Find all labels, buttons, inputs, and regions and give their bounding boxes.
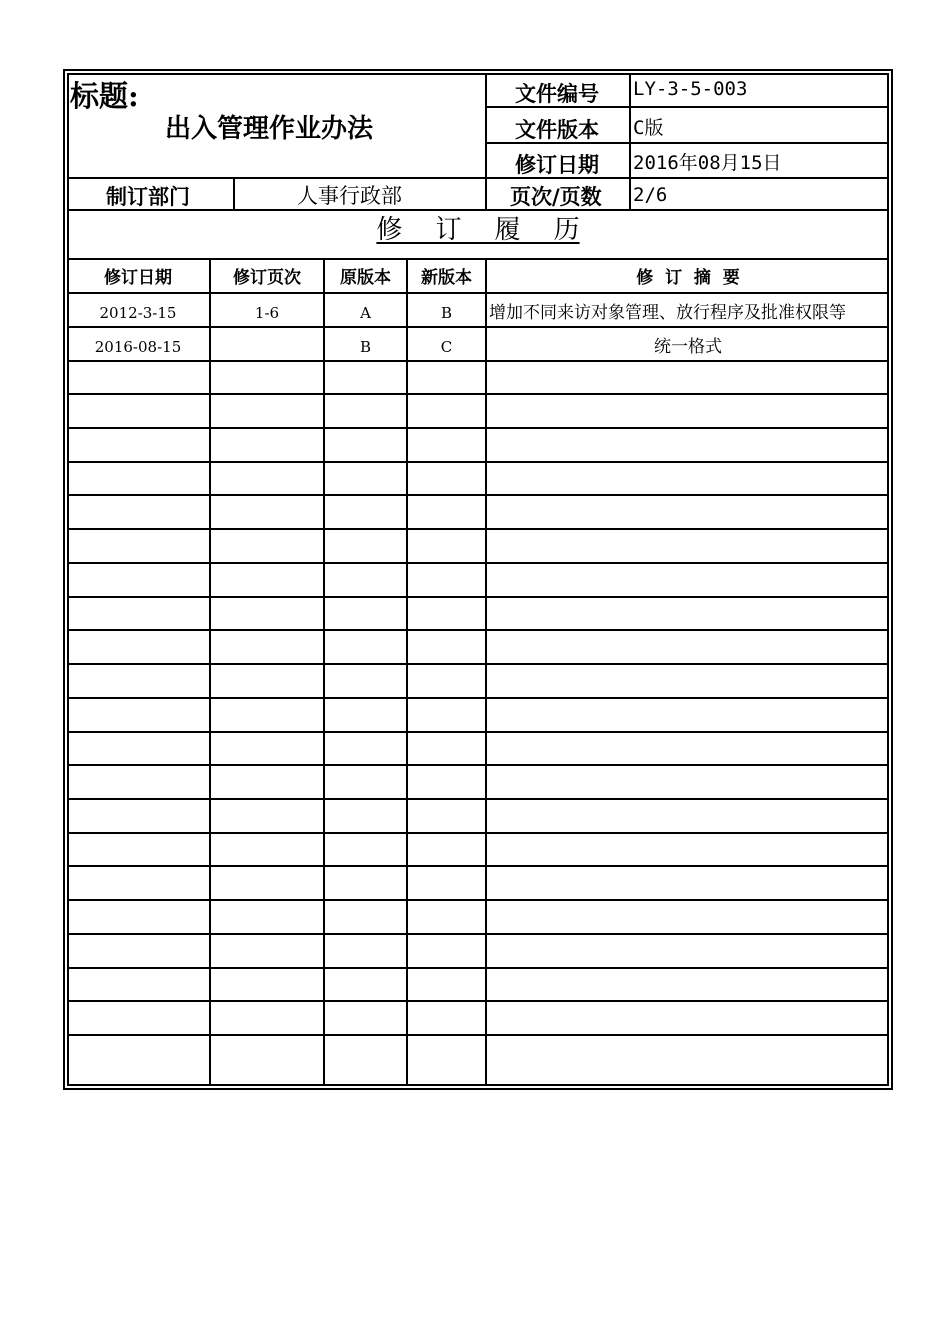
grid-line: [406, 259, 408, 1086]
col-header-pages: 修订页次: [233, 268, 301, 288]
row-2-old-version: B: [359, 338, 372, 356]
row-1-summary: 增加不同来访对象管理、放行程序及批准权限等: [489, 303, 846, 323]
dept-label: 制订部门: [106, 184, 190, 209]
doc-version-label: 文件版本: [515, 117, 599, 142]
table-row-line: [67, 731, 889, 733]
table-row-line: [67, 596, 889, 598]
title-label: 标题:: [70, 79, 139, 113]
table-row-line: [67, 967, 889, 969]
grid-line: [486, 142, 889, 144]
row-2-new-version: C: [440, 338, 453, 356]
page-count-value: 2/6: [633, 184, 668, 206]
table-row-line: [67, 933, 889, 935]
table-row-line: [67, 663, 889, 665]
table-row-line: [67, 360, 889, 362]
table-row-line: [67, 393, 889, 395]
doc-number-label: 文件编号: [515, 81, 599, 106]
grid-line: [485, 73, 487, 211]
grid-line: [209, 259, 211, 1086]
table-row-line: [67, 697, 889, 699]
grid-line: [67, 258, 889, 260]
doc-version-value: C版: [633, 117, 664, 139]
table-row-line: [67, 528, 889, 530]
document-title: 出入管理作业办法: [165, 114, 374, 144]
grid-line: [485, 259, 487, 1086]
table-row-line: [67, 326, 889, 328]
row-2-summary: 统一格式: [654, 337, 722, 357]
col-header-old-version: 原版本: [340, 268, 391, 288]
grid-line: [67, 177, 889, 179]
grid-line: [629, 73, 631, 211]
table-row-line: [67, 832, 889, 834]
table-row-line: [67, 764, 889, 766]
col-header-date: 修订日期: [104, 268, 172, 288]
grid-line: [486, 106, 889, 108]
row-1-new-version: B: [440, 304, 453, 322]
page-count-label: 页次/页数: [510, 184, 602, 209]
table-row-line: [67, 292, 889, 294]
table-row-line: [67, 562, 889, 564]
dept-value: 人事行政部: [297, 184, 402, 208]
table-row-line: [67, 1000, 889, 1002]
row-1-old-version: A: [360, 304, 371, 322]
row-1-pages: 1-6: [254, 304, 280, 322]
col-header-new-version: 新版本: [421, 268, 472, 288]
table-row-line: [67, 461, 889, 463]
doc-number-value: LY-3-5-003: [633, 78, 748, 100]
table-row-line: [67, 427, 889, 429]
table-row-line: [67, 494, 889, 496]
history-title: 修 订 履 历: [376, 215, 580, 245]
revision-date-value: 2016年08月15日: [633, 152, 782, 174]
grid-line: [233, 178, 235, 211]
table-row-line: [67, 798, 889, 800]
table-row-line: [67, 865, 889, 867]
table-row-line: [67, 629, 889, 631]
table-row-line: [67, 1034, 889, 1036]
row-2-date: 2016-08-15: [94, 338, 182, 356]
grid-line: [67, 209, 889, 211]
revision-date-label: 修订日期: [515, 152, 599, 177]
col-header-summary: 修 订 摘 要: [636, 268, 740, 288]
table-row-line: [67, 899, 889, 901]
row-1-date: 2012-3-15: [99, 304, 177, 322]
grid-line: [323, 259, 325, 1086]
